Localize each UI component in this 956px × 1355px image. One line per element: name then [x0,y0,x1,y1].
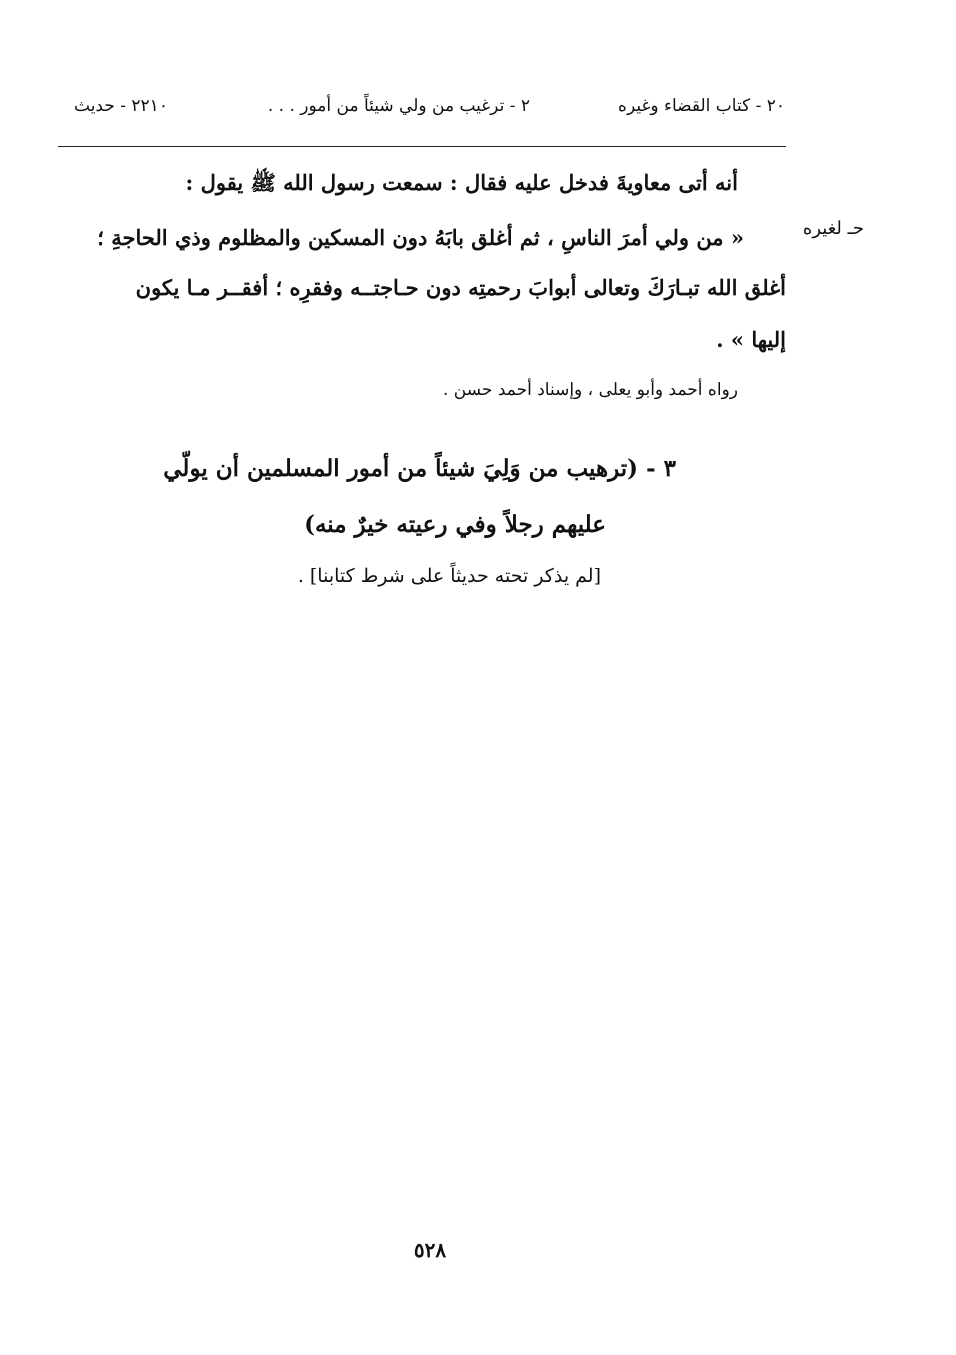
header-chapter-title: ٢٠ - كتاب القضاء وغيره [618,96,785,116]
hadith-line-1: أنه أتى معاويةَ فدخل عليه فقال : سمعت رسول الله ﷺ يقول : [185,170,738,195]
hadith-line-2: « من ولي أمرَ الناسِ ، ثم أغلق بابَهُ دون المسكين والمظلوم وذي الحاجةِ ؛ [97,225,744,250]
running-header [60,96,785,126]
hadith-line-4: إليها » . [716,327,786,352]
header-divider [58,146,786,147]
hadith-line-3: أغلق الله تبـارَكَ وتعالى أبوابَ رحمتِه دون حـاجتــه وفقرِه ؛ أفقــر مـا يكون [135,275,786,300]
hadith-grade: حـ لغيره [802,218,864,239]
hadith-source: رواه أحمد وأبو يعلى ، وإسناد أحمد حسن . [443,380,738,400]
header-hadith-number: ٢٢١٠ - حديث [74,96,168,116]
section-heading-line-2: عليهم رجلاً وفي رعيته خيرٌ منه) [304,511,606,538]
section-heading-line-1: ٣ - (ترهيب من وَلِيَ شيئاً من أمور المسلمين أن يولّي [163,455,676,482]
page-number: ٥٢٨ [413,1238,447,1262]
header-section-title: ٢ - ترغيب من ولي شيئاً من أمور . . . [267,96,530,116]
section-note: [لم يذكر تحته حديثاً على شرط كتابنا] . [297,565,601,587]
